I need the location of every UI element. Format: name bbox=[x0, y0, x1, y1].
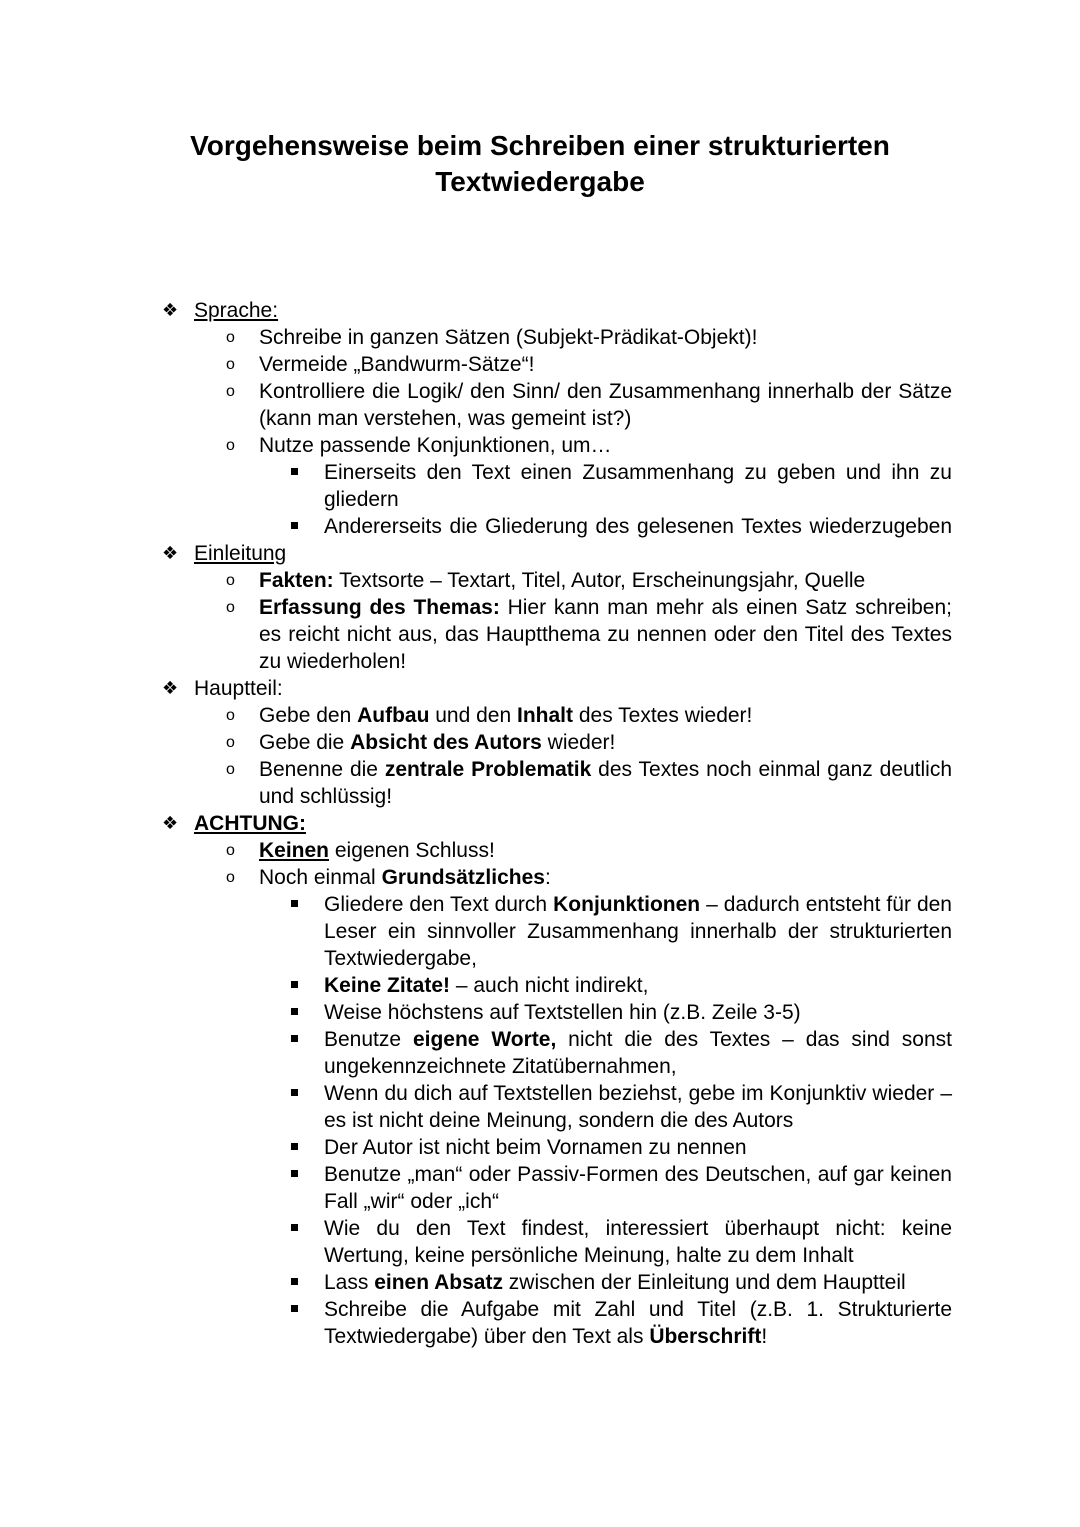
circle-bullet-icon: o bbox=[226, 707, 235, 724]
sub-list-item: Andererseits die Gliederung des gelesenen Textes wiederzugeben bbox=[0, 513, 1080, 540]
circle-bullet-icon: o bbox=[226, 842, 235, 859]
square-bullet-icon bbox=[291, 522, 298, 529]
sub-list-item: Schreibe die Aufgabe mit Zahl und Titel (z.B. 1. Strukturierte Textwiedergabe) über den Text als Überschrift! bbox=[0, 1296, 1080, 1350]
square-bullet-icon bbox=[291, 1305, 298, 1312]
square-bullet-icon bbox=[291, 1278, 298, 1285]
list-item: o Noch einmal Grundsätzliches: bbox=[226, 866, 551, 889]
square-bullet-icon bbox=[291, 900, 298, 907]
circle-bullet-icon: o bbox=[226, 356, 235, 373]
sub-list-item: Gliedere den Text durch Konjunktionen – dadurch entsteht für den Leser ein sinnvoller Zusammenhang innerhalb der strukturierten Textwiedergabe, bbox=[0, 891, 1080, 972]
circle-bullet-icon: o bbox=[226, 734, 235, 751]
list-item: o Gebe die Absicht des Autors wieder! bbox=[226, 731, 616, 754]
list-item: o Schreibe in ganzen Sätzen (Subjekt-Prädikat-Objekt)! bbox=[226, 326, 758, 349]
list-item: o Benenne die zentrale Problematik des Textes noch einmal ganz deutlich und schlüssig! bbox=[226, 758, 953, 808]
sub-list-item: Der Autor ist nicht beim Vornamen zu nennen bbox=[0, 1134, 1080, 1161]
square-bullet-icon bbox=[291, 1224, 298, 1231]
square-bullet-icon bbox=[291, 1035, 298, 1042]
section-achtung bbox=[0, 810, 1080, 837]
circle-bullet-icon: o bbox=[226, 572, 235, 589]
sub-list-item: Lass einen Absatz zwischen der Einleitung und dem Hauptteil bbox=[0, 1269, 1080, 1296]
document-body bbox=[0, 297, 1080, 1350]
sub-list-item: Wenn du dich auf Textstellen beziehst, gebe im Konjunktiv wieder – es ist nicht deine Meinung, sondern die des Autors bbox=[0, 1080, 1080, 1134]
square-bullet-icon bbox=[291, 1008, 298, 1015]
sub-list-item: Keine Zitate! – auch nicht indirekt, bbox=[0, 972, 1080, 999]
section-heading: Sprache: bbox=[194, 299, 279, 322]
circle-bullet-icon: o bbox=[226, 599, 235, 616]
title-line-2: Textwiedergabe bbox=[435, 166, 645, 197]
diamond-bullet-icon: ❖ bbox=[162, 678, 179, 698]
title-line-1: Vorgehensweise beim Schreiben einer strukturierten bbox=[190, 130, 890, 161]
circle-bullet-icon: o bbox=[226, 383, 235, 400]
sub-list-item: Einerseits den Text einen Zusammenhang zu geben und ihn zu gliedern bbox=[0, 459, 1080, 513]
square-bullet-icon bbox=[291, 1170, 298, 1177]
diamond-bullet-icon: ❖ bbox=[162, 813, 179, 833]
section-heading: Einleitung bbox=[194, 542, 287, 565]
list-item: o Keinen eigenen Schluss! bbox=[226, 839, 495, 862]
list-item: o Fakten: Textsorte – Textart, Titel, Autor, Erscheinungsjahr, Quelle bbox=[226, 569, 866, 592]
square-bullet-icon bbox=[291, 468, 298, 475]
sub-list-item: Benutze eigene Worte, nicht die des Textes – das sind sonst ungekennzeichnete Zitatübernahmen, bbox=[0, 1026, 1080, 1080]
square-bullet-icon bbox=[291, 1089, 298, 1096]
sub-list-item: Wie du den Text findest, interessiert überhaupt nicht: keine Wertung, keine persönliche Meinung, halte zu dem Inhalt bbox=[0, 1215, 1080, 1269]
section-einleitung bbox=[0, 540, 1080, 567]
section-hauptteil bbox=[0, 675, 1080, 702]
list-item: o Kontrolliere die Logik/ den Sinn/ den Zusammenhang innerhalb der Sätze (kann man verstehen, was gemeint ist?) bbox=[226, 380, 952, 430]
diamond-bullet-icon: ❖ bbox=[162, 543, 179, 563]
circle-bullet-icon: o bbox=[226, 329, 235, 346]
section-sprache bbox=[0, 297, 1080, 324]
list-item: o Erfassung des Themas: Hier kann man mehr als einen Satz schreiben; es reicht nicht aus, das Hauptthema zu nennen oder den Titel des Textes zu wiederholen! bbox=[226, 596, 952, 673]
list-item: o Gebe den Aufbau und den Inhalt des Textes wieder! bbox=[226, 704, 753, 727]
list-item: o Vermeide „Bandwurm-Sätze“! bbox=[226, 353, 535, 376]
square-bullet-icon bbox=[291, 981, 298, 988]
sub-list-item: Benutze „man“ oder Passiv-Formen des Deutschen, auf gar keinen Fall „wir“ oder „ich“ bbox=[0, 1161, 1080, 1215]
list-item: o Nutze passende Konjunktionen, um… bbox=[226, 434, 612, 457]
circle-bullet-icon: o bbox=[226, 869, 235, 886]
page-title bbox=[0, 128, 1080, 200]
diamond-bullet-icon: ❖ bbox=[162, 300, 179, 320]
circle-bullet-icon: o bbox=[226, 437, 235, 454]
section-heading: Hauptteil: bbox=[194, 677, 283, 700]
square-bullet-icon bbox=[291, 1143, 298, 1150]
section-heading: ACHTUNG: bbox=[194, 812, 306, 835]
circle-bullet-icon: o bbox=[226, 761, 235, 778]
sub-list-item: Weise höchstens auf Textstellen hin (z.B. Zeile 3-5) bbox=[0, 999, 1080, 1026]
